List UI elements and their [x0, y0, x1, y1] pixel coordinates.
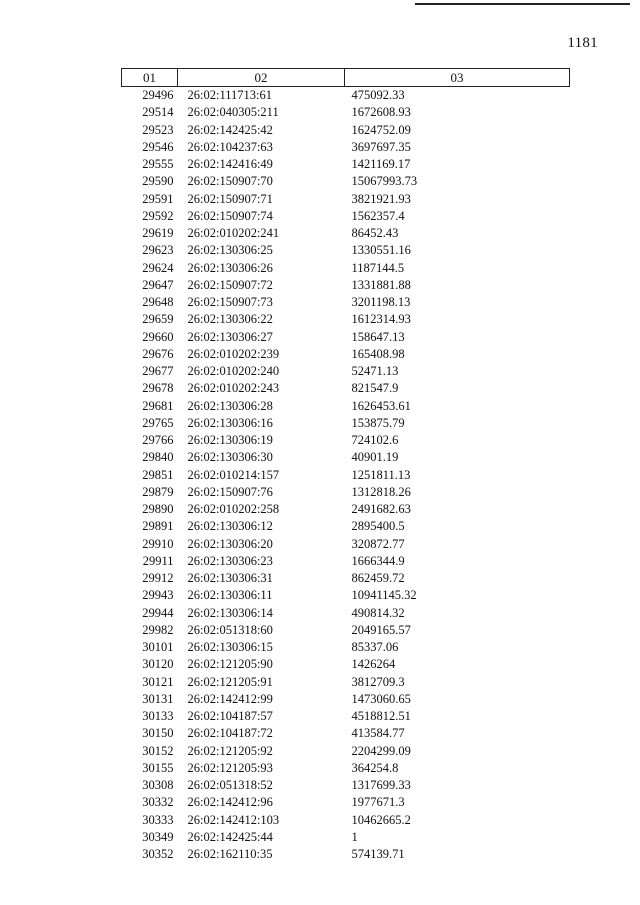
row-value-cell: 10462665.2 — [351, 812, 411, 827]
row-id-cell: 30155 — [142, 760, 174, 775]
row-value-cell: 1626453.61 — [351, 398, 411, 413]
row-id-cell: 30133 — [142, 709, 174, 723]
row-id-cell: 29911 — [142, 553, 174, 568]
row-id-cell: 29890 — [142, 502, 174, 516]
row-id-cell: 29591 — [142, 191, 174, 206]
table-row — [122, 260, 570, 277]
table-row — [122, 173, 570, 190]
row-code-cell: 26:02:130306:11 — [187, 588, 273, 603]
table-row — [122, 518, 570, 535]
table-row — [122, 139, 570, 156]
table-row — [122, 277, 570, 294]
row-id-cell: 29891 — [142, 519, 174, 534]
row-value-cell: 1624752.09 — [351, 122, 411, 137]
row-id-cell: 30308 — [142, 778, 174, 792]
row-code-cell: 26:02:010202:241 — [187, 226, 280, 240]
page-number: 1181 — [567, 35, 598, 51]
row-code-cell: 26:02:010202:239 — [187, 346, 280, 361]
row-code-cell: 26:02:150907:72 — [187, 277, 273, 292]
row-value-cell: 1421169.17 — [351, 157, 411, 171]
table-row — [122, 208, 570, 225]
table-row — [122, 812, 570, 829]
row-code-cell: 26:02:150907:76 — [187, 484, 273, 499]
row-id-cell: 29546 — [142, 139, 174, 154]
table-row — [122, 191, 570, 208]
header-col-01: 01 — [122, 69, 178, 87]
row-code-cell: 26:02:150907:70 — [187, 174, 273, 189]
table-row — [122, 829, 570, 846]
row-code-cell: 26:02:130306:15 — [187, 640, 273, 654]
table-row — [122, 708, 570, 725]
row-id-cell: 29879 — [142, 484, 174, 499]
row-value-cell: 574139.71 — [351, 847, 405, 861]
row-value-cell: 1312818.26 — [351, 484, 411, 499]
row-value-cell: 1672608.93 — [351, 105, 411, 120]
row-id-cell: 29677 — [142, 364, 174, 378]
row-value-cell: 862459.72 — [351, 571, 405, 585]
row-value-cell: 1666344.9 — [351, 553, 405, 568]
row-id-cell: 29660 — [142, 329, 174, 344]
row-value-cell: 724102.6 — [351, 433, 399, 447]
row-code-cell: 26:02:130306:31 — [187, 571, 273, 585]
row-id-cell: 29590 — [142, 174, 174, 189]
table-row — [122, 363, 570, 380]
row-value-cell: 1426264 — [351, 657, 396, 672]
row-value-cell: 52471.13 — [351, 364, 399, 378]
row-value-cell: 3697697.35 — [351, 139, 411, 154]
row-value-cell: 165408.98 — [351, 346, 405, 361]
table-row — [122, 674, 570, 691]
row-value-cell: 2204299.09 — [351, 743, 411, 758]
table-row — [122, 605, 570, 622]
table-header — [122, 69, 570, 87]
row-code-cell: 26:02:130306:12 — [187, 519, 273, 534]
row-value-cell: 320872.77 — [351, 536, 405, 551]
row-value-cell: 153875.79 — [351, 415, 405, 430]
row-id-cell: 29624 — [142, 260, 174, 275]
row-id-cell: 30150 — [142, 726, 174, 741]
table-row — [122, 380, 570, 397]
row-value-cell: 1977671.3 — [351, 795, 405, 810]
row-code-cell: 26:02:150907:74 — [187, 208, 273, 223]
table-row — [122, 846, 570, 863]
row-value-cell: 1562357.4 — [351, 208, 405, 223]
table-row — [122, 415, 570, 432]
table-row — [122, 87, 570, 105]
row-value-cell: 1612314.93 — [351, 312, 411, 327]
row-id-cell: 30131 — [142, 691, 174, 706]
row-code-cell: 26:02:104237:63 — [187, 139, 273, 154]
row-id-cell: 29514 — [142, 105, 174, 120]
row-id-cell: 30332 — [142, 795, 174, 810]
row-code-cell: 26:02:142412:96 — [187, 795, 273, 810]
row-value-cell: 1251811.13 — [351, 467, 411, 482]
row-id-cell: 29647 — [142, 277, 174, 292]
row-id-cell: 29619 — [142, 226, 174, 240]
table-row — [122, 294, 570, 311]
row-value-cell: 1330551.16 — [351, 243, 411, 258]
table-row — [122, 725, 570, 742]
table-row — [122, 346, 570, 363]
row-code-cell: 26:02:051318:52 — [187, 778, 273, 792]
table-row — [122, 122, 570, 139]
row-id-cell: 29840 — [142, 450, 174, 465]
row-id-cell: 29648 — [142, 295, 174, 309]
table-row — [122, 242, 570, 259]
row-code-cell: 26:02:130306:28 — [187, 398, 273, 413]
row-id-cell: 29623 — [142, 243, 174, 258]
row-value-cell: 1473060.65 — [351, 691, 411, 706]
row-code-cell: 26:02:130306:22 — [187, 312, 273, 327]
row-code-cell: 26:02:130306:27 — [187, 329, 273, 344]
table-row — [122, 570, 570, 587]
row-value-cell: 10941145.32 — [351, 588, 417, 603]
row-id-cell: 29766 — [142, 433, 174, 447]
row-id-cell: 30101 — [142, 640, 174, 654]
table-row — [122, 553, 570, 570]
table-row — [122, 587, 570, 604]
table-row — [122, 225, 570, 242]
row-code-cell: 26:02:040305:211 — [187, 105, 279, 120]
row-value-cell: 3201198.13 — [351, 295, 411, 309]
table-row — [122, 656, 570, 673]
header-col-03: 03 — [345, 69, 570, 87]
row-value-cell: 413584.77 — [351, 726, 405, 741]
row-id-cell: 30333 — [142, 812, 174, 827]
table-row — [122, 432, 570, 449]
row-value-cell: 4518812.51 — [351, 709, 411, 723]
row-value-cell: 1187144.5 — [351, 260, 405, 275]
table-row — [122, 104, 570, 121]
row-id-cell: 30349 — [142, 829, 174, 844]
row-id-cell: 29982 — [142, 622, 174, 637]
row-code-cell: 26:02:111713:61 — [187, 88, 272, 102]
row-id-cell: 29910 — [142, 536, 174, 551]
table-row — [122, 484, 570, 501]
row-code-cell: 26:02:142416:49 — [187, 157, 273, 171]
row-code-cell: 26:02:121205:91 — [187, 674, 273, 689]
top-rule — [415, 3, 630, 5]
table-row — [122, 329, 570, 346]
row-id-cell: 29592 — [142, 208, 174, 223]
table-row — [122, 794, 570, 811]
row-value-cell: 3812709.3 — [351, 674, 405, 689]
table-row — [122, 501, 570, 518]
row-code-cell: 26:02:051318:60 — [187, 622, 273, 637]
row-code-cell: 26:02:104187:57 — [187, 709, 273, 723]
row-value-cell: 475092.33 — [351, 88, 405, 102]
row-value-cell: 3821921.93 — [351, 191, 411, 206]
row-value-cell: 86452.43 — [351, 226, 399, 240]
row-id-cell: 30121 — [142, 674, 174, 689]
row-code-cell: 26:02:104187:72 — [187, 726, 273, 741]
row-id-cell: 29851 — [142, 467, 174, 482]
table-row — [122, 639, 570, 656]
row-value-cell: 40901.19 — [351, 450, 399, 465]
row-code-cell: 26:02:130306:14 — [187, 605, 273, 620]
row-code-cell: 26:02:130306:16 — [187, 415, 273, 430]
row-id-cell: 29678 — [142, 381, 174, 396]
row-code-cell: 26:02:142425:42 — [187, 122, 273, 137]
table-row — [122, 449, 570, 466]
row-code-cell: 26:02:150907:73 — [187, 295, 273, 309]
row-value-cell: 364254.8 — [351, 760, 399, 775]
row-code-cell: 26:02:010202:243 — [187, 381, 280, 396]
row-id-cell: 30352 — [142, 847, 174, 861]
row-code-cell: 26:02:010214:157 — [187, 467, 280, 482]
row-code-cell: 26:02:121205:93 — [187, 760, 273, 775]
row-code-cell: 26:02:130306:25 — [187, 243, 273, 258]
data-table-container — [121, 68, 569, 863]
row-value-cell: 2895400.5 — [351, 519, 405, 534]
row-id-cell: 29681 — [142, 398, 174, 413]
row-code-cell: 26:02:010202:258 — [187, 502, 280, 516]
row-value-cell: 1331881.88 — [351, 277, 411, 292]
row-code-cell: 26:02:010202:240 — [187, 364, 280, 378]
table-row — [122, 691, 570, 708]
table-row — [122, 398, 570, 415]
row-id-cell: 29943 — [142, 588, 174, 603]
row-code-cell: 26:02:130306:20 — [187, 536, 273, 551]
table-row — [122, 467, 570, 484]
row-id-cell: 29676 — [142, 346, 174, 361]
row-value-cell: 821547.9 — [351, 381, 399, 396]
row-id-cell: 30120 — [142, 657, 174, 672]
row-code-cell: 26:02:142412:103 — [187, 812, 280, 827]
table-row — [122, 311, 570, 328]
row-value-cell: 15067993.73 — [351, 174, 418, 189]
table-row — [122, 760, 570, 777]
row-id-cell: 29496 — [142, 88, 174, 102]
table-row — [122, 777, 570, 794]
row-id-cell: 29912 — [142, 571, 174, 585]
row-id-cell: 29555 — [142, 157, 174, 171]
row-id-cell: 29765 — [142, 415, 174, 430]
row-value-cell: 2049165.57 — [351, 622, 411, 637]
row-code-cell: 26:02:130306:30 — [187, 450, 273, 465]
row-value-cell: 1 — [351, 829, 358, 844]
header-row — [122, 69, 570, 87]
row-code-cell: 26:02:121205:92 — [187, 743, 273, 758]
row-value-cell: 2491682.63 — [351, 502, 411, 516]
row-id-cell: 29659 — [142, 312, 174, 327]
row-id-cell: 29944 — [142, 605, 174, 620]
row-value-cell: 1317699.33 — [351, 778, 411, 792]
table-body — [122, 87, 570, 864]
row-code-cell: 26:02:130306:26 — [187, 260, 273, 275]
row-value-cell: 85337.06 — [351, 640, 399, 654]
row-id-cell: 29523 — [142, 122, 174, 137]
row-code-cell: 26:02:150907:71 — [187, 191, 273, 206]
table-row — [122, 536, 570, 553]
row-code-cell: 26:02:142425:44 — [187, 829, 273, 844]
row-value-cell: 158647.13 — [351, 329, 405, 344]
row-code-cell: 26:02:130306:19 — [187, 433, 273, 447]
data-table — [121, 68, 570, 863]
row-code-cell: 26:02:162110:35 — [187, 847, 273, 861]
table-row — [122, 622, 570, 639]
row-code-cell: 26:02:142412:99 — [187, 691, 273, 706]
table-row — [122, 743, 570, 760]
row-code-cell: 26:02:121205:90 — [187, 657, 273, 672]
table-row — [122, 156, 570, 173]
row-code-cell: 26:02:130306:23 — [187, 553, 273, 568]
row-value-cell: 490814.32 — [351, 605, 405, 620]
row-id-cell: 30152 — [142, 743, 174, 758]
header-col-02: 02 — [178, 69, 345, 87]
